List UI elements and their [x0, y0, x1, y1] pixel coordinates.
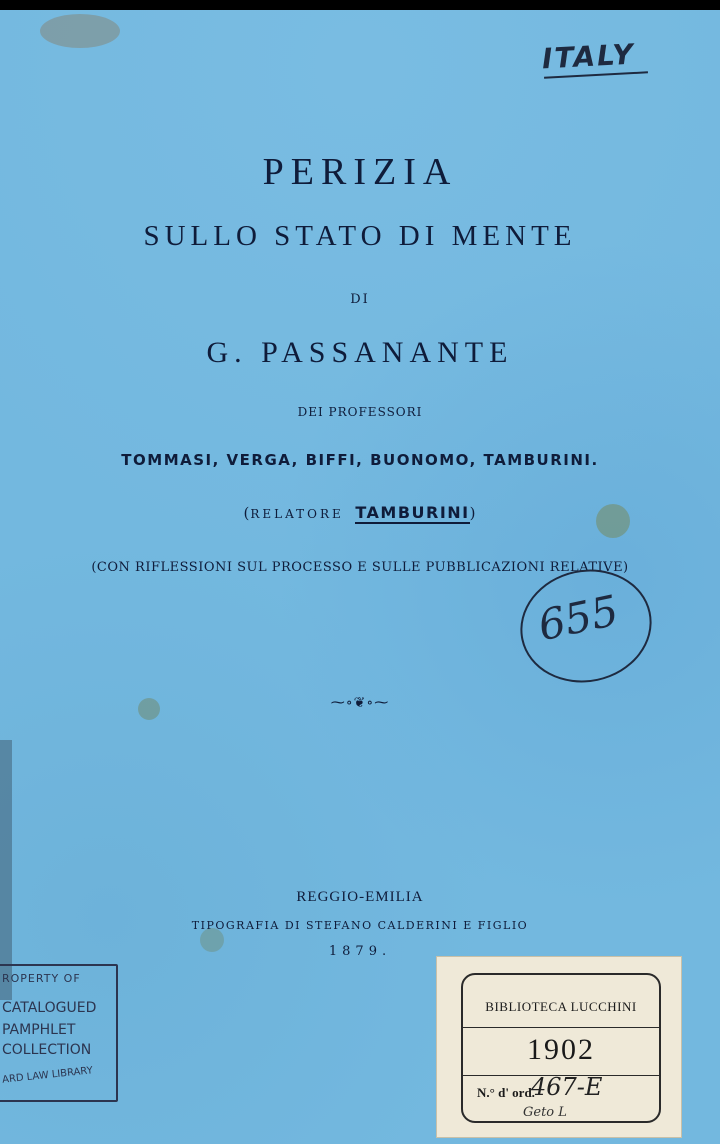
stamp-line-3: PAMPHLET — [2, 1022, 76, 1038]
circled-number-text: 655 — [533, 585, 623, 651]
handwritten-italy: ITALY — [541, 37, 636, 76]
title-subtitle: SULLO STATO DI MENTE — [143, 220, 577, 252]
imprint-city: REGGIO-EMILIA — [296, 889, 424, 905]
stain-top-left — [40, 14, 120, 48]
biblioteca-label — [436, 956, 682, 1138]
stamp-line-2: CATALOGUED — [2, 1000, 97, 1016]
title-di: DI — [350, 292, 370, 307]
label-rule-top — [463, 1027, 659, 1028]
stamp-line-4: COLLECTION — [2, 1042, 92, 1058]
relatore-line — [0, 503, 720, 522]
title-main: PERIZIA — [262, 151, 458, 193]
relatore-name: TAMBURINI — [355, 503, 470, 522]
label-year: 1902 — [527, 1033, 595, 1066]
library-stamp — [0, 964, 118, 1102]
label-signature: Geto L — [523, 1105, 567, 1120]
label-frame — [461, 973, 661, 1123]
imprint-printer: TIPOGRAFIA DI STEFANO CALDERINI E FIGLIO — [191, 919, 529, 932]
relatore-close-paren: ) — [469, 504, 477, 522]
subtitle-note: (CON RIFLESSIONI SUL PROCESSO E SULLE PUBBLICAZIONI RELATIVE) — [91, 560, 629, 575]
ornament-divider: ⁓∘❦∘⁓ — [330, 695, 390, 711]
relatore-label: RELATORE — [250, 507, 344, 521]
label-order-number-handwritten: 467-E — [531, 1073, 603, 1101]
stamp-line-5: ARD LAW LIBRARY — [1, 1065, 94, 1086]
relatore-open-paren: ( — [243, 504, 251, 522]
imprint-year: 1879. — [328, 944, 392, 959]
left-edge-shadow — [0, 740, 12, 1000]
author-name: G. PASSANANTE — [206, 336, 514, 369]
label-library-name: BIBLIOTECA LUCCHINI — [485, 999, 637, 1014]
pamphlet-cover — [0, 10, 720, 1144]
stamp-line-1: ROPERTY OF — [2, 972, 81, 985]
handwritten-circled-number — [510, 558, 662, 695]
label-order-number-label: N.° d' ord. — [477, 1085, 535, 1100]
top-border — [0, 0, 720, 10]
professor-names: TOMMASI, VERGA, BIFFI, BUONOMO, TAMBURINI. — [121, 451, 599, 469]
professors-label: DEI PROFESSORI — [297, 405, 423, 419]
